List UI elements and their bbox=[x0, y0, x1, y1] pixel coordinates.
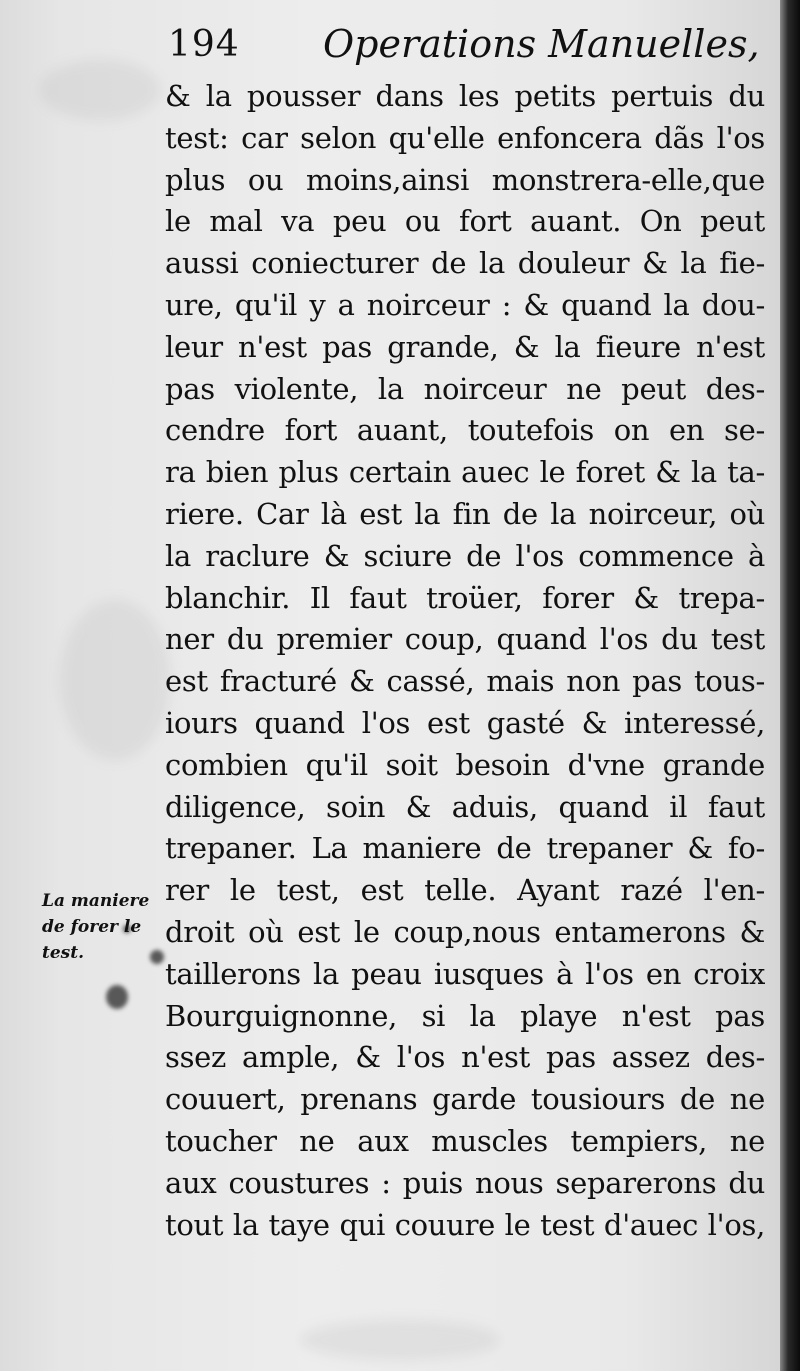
show-through-stain bbox=[60, 600, 170, 760]
text-line: combien qu'il soit besoin d'vne grande bbox=[165, 747, 765, 782]
text-line: rer le test, est telle. Ayant razé l'en- bbox=[165, 873, 765, 908]
text-line: riere. Car là est la fin de la noirceur, où bbox=[165, 496, 765, 531]
marginal-note-line: de forer le bbox=[42, 917, 142, 937]
text-line: ure, qu'il y a noirceur : & quand la dou- bbox=[165, 287, 765, 322]
text-line: ssez ample, & l'os n'est pas assez des- bbox=[165, 1040, 765, 1075]
text-line: plus ou moins,ainsi monstrera-elle,que bbox=[165, 162, 765, 197]
text-line: leur n'est pas grande, & la fieure n'est bbox=[165, 329, 765, 364]
text-line: tout la taye qui couure le test d'auec l'os, bbox=[165, 1207, 765, 1242]
running-title: Operations Manuelles, bbox=[323, 22, 760, 66]
text-line: couuert, prenans garde tousiours de ne bbox=[165, 1082, 765, 1117]
marginal-note-line: test. bbox=[42, 943, 85, 963]
text-line: Bourguignonne, si la playe n'est pas bbox=[165, 998, 765, 1033]
text-line: iours quand l'os est gasté & interessé, bbox=[165, 705, 765, 740]
text-line: est fracturé & cassé, mais non pas tous- bbox=[165, 664, 765, 699]
text-line: test: car selon qu'elle enfoncera dãs l'os bbox=[165, 120, 765, 155]
text-line: ner du premier coup, quand l'os du test bbox=[165, 622, 765, 657]
text-line: droit où est le coup,nous entamerons & bbox=[165, 914, 765, 949]
show-through-stain bbox=[40, 60, 160, 120]
text-line: la raclure & sciure de l'os commence à bbox=[165, 538, 765, 573]
page-edge-shadow bbox=[780, 0, 800, 1371]
text-line: & la pousser dans les petits pertuis du bbox=[165, 79, 765, 113]
show-through-stain bbox=[300, 1320, 500, 1360]
body-text bbox=[165, 76, 765, 1246]
text-line: aussi coniecturer de la douleur & la fie- bbox=[165, 246, 765, 281]
text-line: le mal va peu ou fort auant. On peut bbox=[165, 204, 765, 239]
text-line: blanchir. Il faut troüer, forer & trepa- bbox=[165, 580, 765, 615]
text-line: trepaner. La maniere de trepaner & fo- bbox=[165, 831, 765, 866]
text-line: aux coustures : puis nous separerons du bbox=[165, 1165, 765, 1200]
page-number: 194 bbox=[168, 24, 240, 65]
text-line: taillerons la peau iusques à l'os en croix bbox=[165, 956, 765, 991]
marginal-note bbox=[42, 888, 170, 966]
text-line: pas violente, la noirceur ne peut des- bbox=[165, 371, 765, 406]
ink-blot bbox=[106, 985, 128, 1009]
text-line: ra bien plus certain auec le foret & la ta- bbox=[165, 455, 765, 490]
text-line: cendre fort auant, toutefois on en se- bbox=[165, 413, 765, 448]
text-line: diligence, soin & aduis, quand il faut bbox=[165, 789, 765, 824]
page-header bbox=[168, 20, 758, 72]
text-line: toucher ne aux muscles tempiers, ne bbox=[165, 1123, 765, 1158]
marginal-note-line: La maniere bbox=[42, 891, 150, 911]
